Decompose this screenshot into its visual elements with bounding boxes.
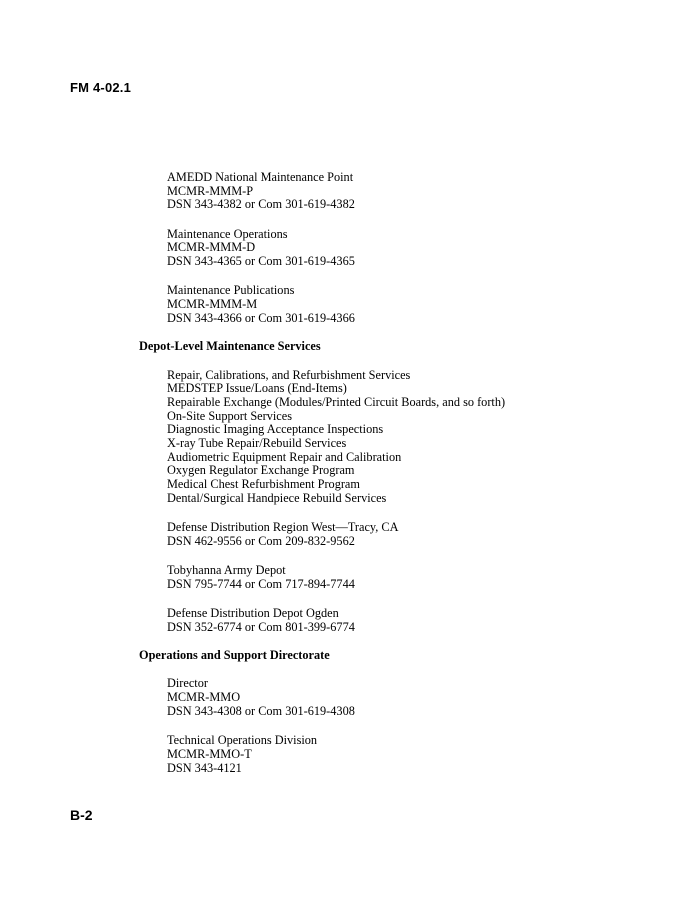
section-depot-level-maintenance (139, 340, 679, 634)
list-item: Repair, Calibrations, and Refurbishment Services (167, 367, 411, 382)
list-item: Medical Chest Refurbishment Program (167, 477, 360, 492)
phone-number: DSN 352-6774 or Com 801-399-6774 (167, 619, 355, 634)
office-name: Director (167, 676, 208, 691)
phone-number: DSN 343-4382 or Com 301-619-4382 (167, 197, 355, 212)
office-symbol: MCMR-MMO-T (167, 746, 252, 761)
section-maintenance-points (139, 171, 679, 325)
address-block (167, 734, 679, 775)
document-id-header: FM 4-02.1 (70, 80, 132, 95)
phone-number: DSN 343-4365 or Com 301-619-4365 (167, 254, 355, 269)
phone-number: DSN 462-9556 or Com 209-832-9562 (167, 533, 355, 548)
office-name: Defense Distribution Region West—Tracy, CA (167, 520, 399, 535)
address-block (167, 564, 679, 591)
phone-number: DSN 343-4121 (167, 760, 242, 775)
address-block (167, 607, 679, 634)
page-number-footer: B-2 (70, 807, 93, 823)
section-heading: Depot-Level Maintenance Services (139, 338, 321, 353)
list-item: Oxygen Regulator Exchange Program (167, 463, 355, 478)
address-block (167, 171, 679, 212)
list-item: MEDSTEP Issue/Loans (End-Items) (167, 381, 347, 396)
address-block (167, 228, 679, 269)
list-item: X-ray Tube Repair/Rebuild Services (167, 436, 347, 451)
office-symbol: MCMR-MMM-P (167, 183, 254, 198)
office-symbol: MCMR-MMM-M (167, 296, 258, 311)
services-list (167, 369, 679, 506)
office-name: Maintenance Publications (167, 283, 295, 298)
section-heading: Operations and Support Directorate (139, 647, 330, 662)
page-content (139, 171, 679, 791)
phone-number: DSN 343-4366 or Com 301-619-4366 (167, 310, 355, 325)
phone-number: DSN 795-7744 or Com 717-894-7744 (167, 576, 355, 591)
list-item: Repairable Exchange (Modules/Printed Circuit Boards, and so forth) (167, 394, 506, 409)
office-name: Maintenance Operations (167, 226, 288, 241)
section-operations-support (139, 649, 679, 775)
office-name: Tobyhanna Army Depot (167, 562, 286, 577)
office-name: Technical Operations Division (167, 733, 318, 748)
address-block (167, 677, 679, 718)
list-item: Audiometric Equipment Repair and Calibration (167, 449, 402, 464)
list-item: On-Site Support Services (167, 408, 293, 423)
office-symbol: MCMR-MMO (167, 690, 241, 705)
office-symbol: MCMR-MMM-D (167, 240, 256, 255)
phone-number: DSN 343-4308 or Com 301-619-4308 (167, 703, 355, 718)
address-block (167, 284, 679, 325)
list-item: Dental/Surgical Handpiece Rebuild Services (167, 490, 387, 505)
address-block (167, 521, 679, 548)
office-name: AMEDD National Maintenance Point (167, 170, 354, 184)
list-item: Diagnostic Imaging Acceptance Inspections (167, 422, 384, 437)
office-name: Defense Distribution Depot Ogden (167, 605, 339, 620)
